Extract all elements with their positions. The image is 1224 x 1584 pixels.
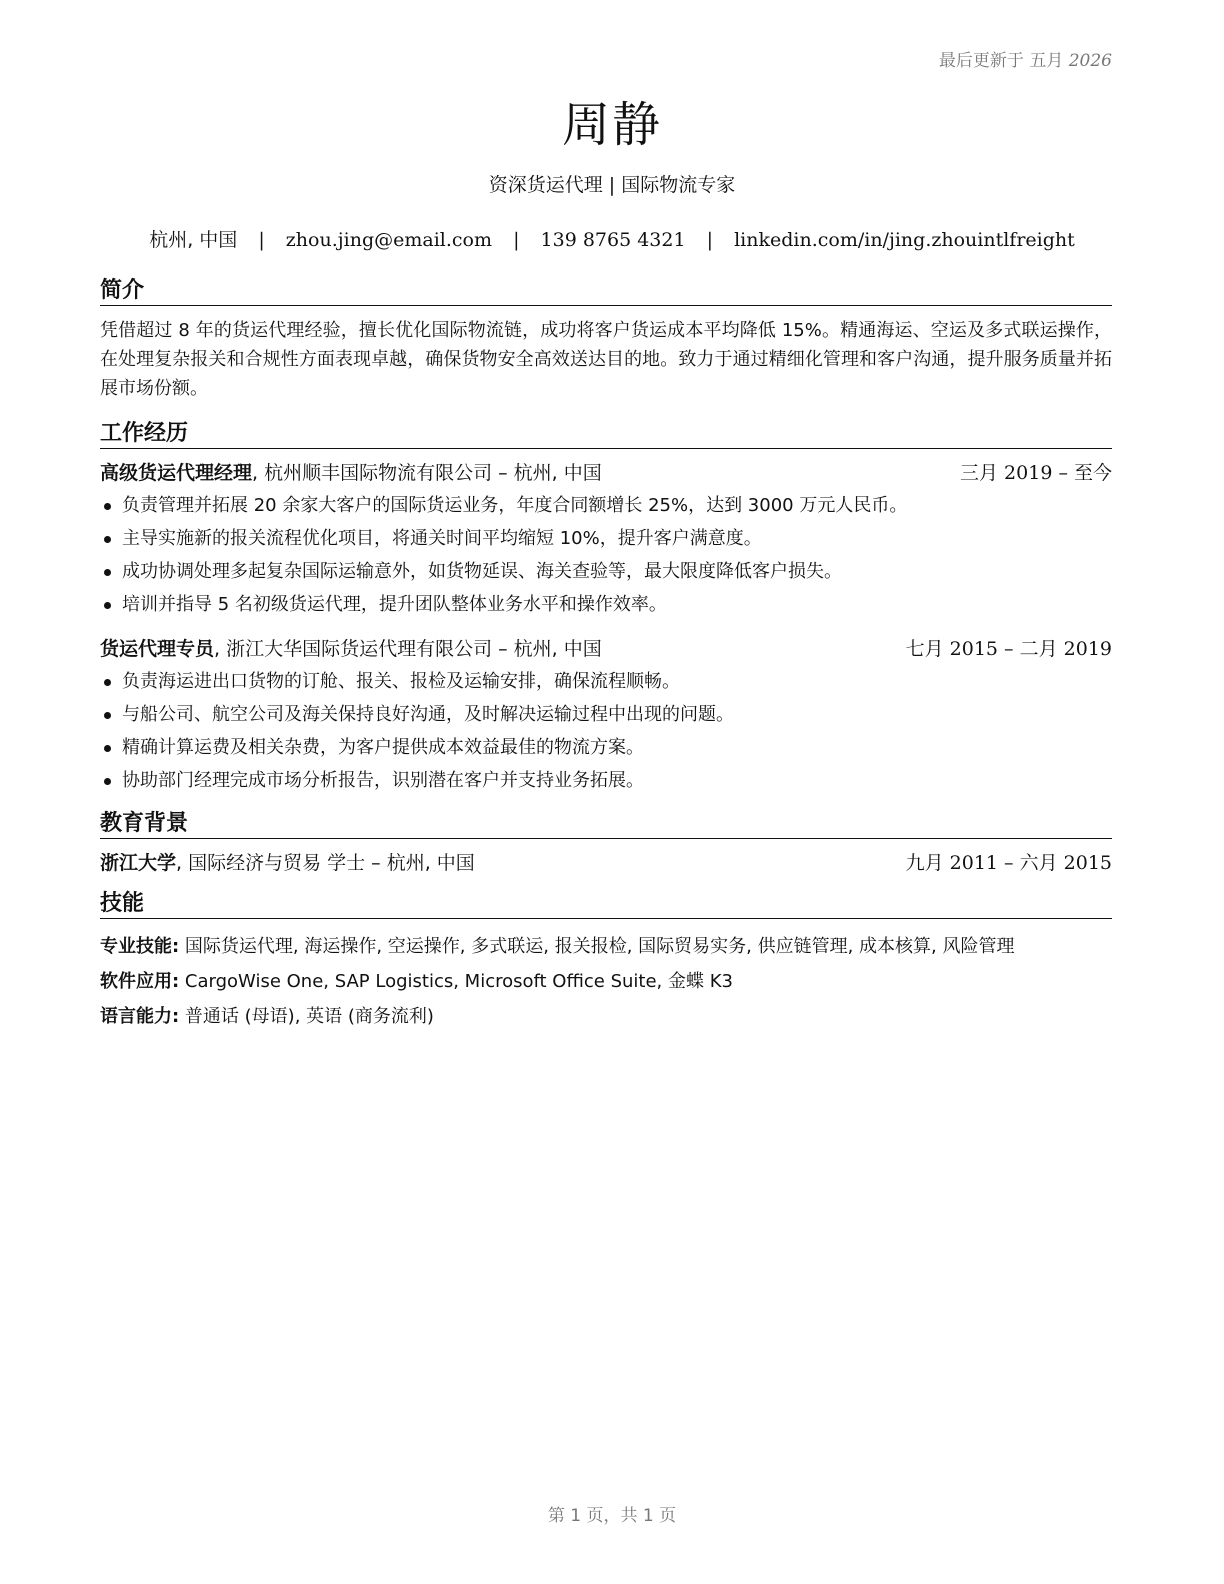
contact-email[interactable]: zhou.jing@email.com: [285, 229, 493, 251]
job-title-org: [100, 635, 602, 663]
section-heading-experience: 工作经历: [100, 421, 1112, 449]
skill-line-software: [100, 964, 1112, 999]
skill-label: 专业技能:: [100, 936, 180, 957]
section-heading-skills: 技能: [100, 891, 1112, 919]
job-org: , 杭州顺丰国际物流有限公司 – 杭州, 中国: [252, 462, 602, 484]
job-title-org: [100, 459, 602, 487]
contact-separator: |: [258, 229, 265, 251]
skill-label: 语言能力:: [100, 1006, 180, 1027]
summary-text: 凭借超过 8 年的货运代理经验，擅长优化国际物流链，成功将客户货运成本平均降低 15%。精通海运、空运及多式联运操作，在处理复杂报关和合规性方面表现卓越，确保货物安全高效送达目的地。致力于通过精细化管理和客户沟通，提升服务质量并拓展市场份额。: [100, 320, 1112, 399]
job-entry: [100, 459, 1112, 621]
job-dates: 三月 2019 – 至今: [960, 462, 1112, 484]
skill-value: CargoWise One, SAP Logistics, Microsoft Office Suite, 金蝶 K3: [179, 971, 733, 992]
section-heading-summary: 简介: [100, 278, 1112, 306]
contact-separator: |: [706, 229, 714, 251]
job-bullet: 与船公司、航空公司及海关保持良好沟通，及时解决运输过程中出现的问题。: [100, 698, 1112, 731]
job-header: [100, 459, 1112, 487]
skill-value: 国际货运代理, 海运操作, 空运操作, 多式联运, 报关报检, 国际贸易实务, 供应链管理, 成本核算, 风险管理: [179, 936, 1015, 957]
job-org: , 浙江大华国际货运代理有限公司 – 杭州, 中国: [214, 638, 602, 660]
resume-body: [100, 278, 1112, 1034]
job-role: 货运代理专员: [100, 638, 215, 660]
job-entry: [100, 635, 1112, 797]
education-school-degree: [100, 849, 475, 877]
contact-phone[interactable]: 139 8765 4321: [540, 229, 686, 251]
last-updated-year: 2026: [1068, 51, 1112, 71]
contact-line: [0, 225, 1224, 252]
education-entry: [100, 849, 1112, 877]
skill-line-language: [100, 999, 1112, 1034]
job-bullet: 负责管理并拓展 20 余家大客户的国际货运业务，年度合同额增长 25%，达到 3000 万元人民币。: [100, 489, 1112, 522]
job-bullet: 精确计算运费及相关杂费，为客户提供成本效益最佳的物流方案。: [100, 731, 1112, 764]
education-detail: , 国际经济与贸易 学士 – 杭州, 中国: [176, 852, 475, 874]
last-updated-label: 最后更新于 五月: [938, 51, 1064, 71]
education-school: 浙江大学: [100, 852, 177, 874]
job-role: 高级货运代理经理: [100, 462, 253, 484]
skill-label: 软件应用:: [100, 971, 180, 992]
page-number: 第 1 页，共 1 页: [547, 1506, 677, 1526]
job-bullet: 协助部门经理完成市场分析报告，识别潜在客户并支持业务拓展。: [100, 764, 1112, 797]
candidate-name: 周静: [561, 97, 662, 153]
skill-value: 普通话 (母语), 英语 (商务流利): [179, 1006, 434, 1027]
contact-linkedin[interactable]: linkedin.com/in/jing.zhouintlfreight: [734, 229, 1075, 251]
job-bullet: 负责海运进出口货物的订舱、报关、报检及运输安排，确保流程顺畅。: [100, 665, 1112, 698]
job-bullet: 成功协调处理多起复杂国际运输意外，如货物延误、海关查验等，最大限度降低客户损失。: [100, 555, 1112, 588]
job-header: [100, 635, 1112, 663]
last-updated: [939, 46, 1112, 71]
skill-line-professional: [100, 929, 1112, 964]
job-bullet: 培训并指导 5 名初级货运代理，提升团队整体业务水平和操作效率。: [100, 588, 1112, 621]
contact-city: 杭州, 中国: [149, 229, 238, 251]
section-heading-education: 教育背景: [100, 811, 1112, 839]
job-dates: 七月 2015 – 二月 2019: [905, 638, 1112, 660]
job-bullets: [100, 489, 1112, 621]
education-dates: 九月 2011 – 六月 2015: [905, 852, 1112, 874]
job-bullets: [100, 665, 1112, 797]
candidate-title: 资深货运代理 | 国际物流专家: [488, 174, 736, 196]
contact-separator: |: [513, 229, 520, 251]
job-bullet: 主导实施新的报关流程优化项目，将通关时间平均缩短 10%，提升客户满意度。: [100, 522, 1112, 555]
